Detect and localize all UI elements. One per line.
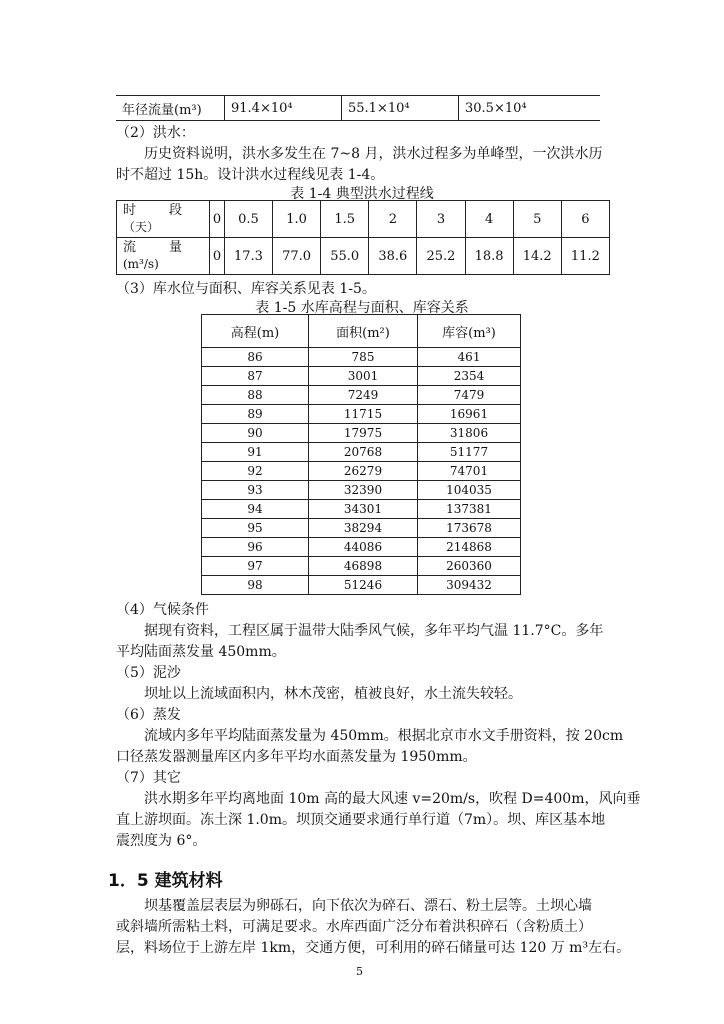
table-row <box>117 201 610 238</box>
area-cell: 38294 <box>309 519 418 538</box>
time-value: 2 <box>369 201 417 238</box>
section-line3: 层，料场位于上游左岸 1km，交通方便，可利用的碎石储量可达 120 万 m³左右。 <box>116 940 631 956</box>
table-row <box>202 576 521 595</box>
reservoir-heading: （3）库水位与面积、库容关系见表 1-5。 <box>116 281 376 297</box>
table-row <box>202 538 521 557</box>
volume-cell: 51177 <box>418 443 521 462</box>
time-label <box>117 201 210 238</box>
time-value: 1.0 <box>273 201 321 238</box>
volume-cell: 461 <box>418 348 521 367</box>
area-cell: 11715 <box>309 405 418 424</box>
time-value: 4 <box>465 201 513 238</box>
column-header: 库容(m³) <box>418 315 521 348</box>
elevation-cell: 95 <box>202 519 309 538</box>
table-row <box>202 443 521 462</box>
volume-cell: 104035 <box>418 481 521 500</box>
runoff-value-3: 30.5×10⁴ <box>459 96 601 121</box>
time-value: 0 <box>210 201 225 238</box>
area-cell: 3001 <box>309 367 418 386</box>
flood-hydrograph-table <box>116 200 610 275</box>
flow-label-a: 流 量 <box>123 240 183 255</box>
evap-line1: 流域内多年平均陆面蒸发量为 450mm。根据北京市水文手册资料，按 20cm <box>144 728 624 744</box>
time-value: 1.5 <box>321 201 369 238</box>
flood-heading: （2）洪水： <box>116 125 195 141</box>
time-value: 5 <box>513 201 561 238</box>
table15-body <box>202 348 521 595</box>
area-cell: 17975 <box>309 424 418 443</box>
other-line2: 直上游坝面。冻土深 1.0m。坝顶交通要求通行单行道（7m）。坝、库区基本地 <box>116 812 606 828</box>
elevation-cell: 98 <box>202 576 309 595</box>
table-row <box>202 557 521 576</box>
elevation-cell: 89 <box>202 405 309 424</box>
flow-value: 25.2 <box>417 238 465 275</box>
area-cell: 51246 <box>309 576 418 595</box>
volume-cell: 214868 <box>418 538 521 557</box>
climate-line2: 平均陆面蒸发量 450mm。 <box>116 644 286 660</box>
runoff-value-1: 91.4×10⁴ <box>225 96 342 121</box>
runoff-label: 年径流量(m³) <box>116 96 225 121</box>
elevation-cell: 96 <box>202 538 309 557</box>
table-row <box>202 424 521 443</box>
elevation-cell: 97 <box>202 557 309 576</box>
sediment-line1: 坝址以上流域面积内，林木茂密，植被良好，水土流失较轻。 <box>144 686 522 702</box>
elevation-cell: 94 <box>202 500 309 519</box>
column-header: 高程(m) <box>202 315 309 348</box>
table-row <box>202 386 521 405</box>
table-row <box>202 519 521 538</box>
elevation-cell: 87 <box>202 367 309 386</box>
table-header-row <box>202 315 521 348</box>
area-cell: 785 <box>309 348 418 367</box>
flow-value: 18.8 <box>465 238 513 275</box>
volume-cell: 137381 <box>418 500 521 519</box>
flow-value: 77.0 <box>273 238 321 275</box>
table15-caption: 表 1-5 水库高程与面积、库容关系 <box>255 300 469 316</box>
area-cell: 34301 <box>309 500 418 519</box>
flow-label <box>117 238 210 275</box>
table-row <box>202 500 521 519</box>
time-value: 3 <box>417 201 465 238</box>
flow-value: 14.2 <box>513 238 561 275</box>
volume-cell: 173678 <box>418 519 521 538</box>
climate-line1: 据现有资料，工程区属于温带大陆季风气候，多年平均气温 11.7°C。多年 <box>144 623 604 639</box>
flow-label-b: (m³/s) <box>123 257 159 271</box>
annual-runoff-table <box>116 95 600 121</box>
table-row <box>202 481 521 500</box>
elevation-cell: 91 <box>202 443 309 462</box>
section-title: 1．5 建筑材料 <box>108 871 223 891</box>
time-value: 0.5 <box>224 201 272 238</box>
area-cell: 44086 <box>309 538 418 557</box>
volume-cell: 309432 <box>418 576 521 595</box>
flood-para-line1: 历史资料说明，洪水多发生在 7~8 月，洪水过程多为单峰型，一次洪水历 <box>144 146 603 162</box>
time-label-a: 时 段 <box>123 203 183 218</box>
volume-cell: 74701 <box>418 462 521 481</box>
area-cell: 7249 <box>309 386 418 405</box>
table-row <box>116 96 600 121</box>
elevation-cell: 92 <box>202 462 309 481</box>
volume-cell: 31806 <box>418 424 521 443</box>
section-line1: 坝基覆盖层表层为卵砾石，向下依次为碎石、漂石、粉土层等。土坝心墙 <box>144 898 592 914</box>
area-cell: 46898 <box>309 557 418 576</box>
time-value: 6 <box>561 201 609 238</box>
sediment-heading: （5）泥沙 <box>116 665 181 681</box>
page-number: 5 <box>356 965 363 978</box>
time-label-b: （天） <box>123 220 160 234</box>
flow-value: 17.3 <box>224 238 272 275</box>
flood-para-line2: 时不超过 15h。设计洪水过程线见表 1-4。 <box>116 167 385 183</box>
other-heading: （7）其它 <box>116 770 181 786</box>
elevation-cell: 90 <box>202 424 309 443</box>
elevation-cell: 86 <box>202 348 309 367</box>
area-cell: 32390 <box>309 481 418 500</box>
volume-cell: 2354 <box>418 367 521 386</box>
area-cell: 26279 <box>309 462 418 481</box>
volume-cell: 260360 <box>418 557 521 576</box>
table14-caption: 表 1-4 典型洪水过程线 <box>290 186 434 202</box>
table-row <box>202 348 521 367</box>
flow-value: 11.2 <box>561 238 609 275</box>
runoff-value-2: 55.1×10⁴ <box>342 96 459 121</box>
column-header: 面积(m²) <box>309 315 418 348</box>
elevation-area-volume-table <box>201 314 521 595</box>
evap-line2: 口径蒸发器测量库区内多年平均水面蒸发量为 1950mm。 <box>116 749 477 765</box>
volume-cell: 16961 <box>418 405 521 424</box>
elevation-cell: 93 <box>202 481 309 500</box>
section-line2: 或斜墙所需粘土料，可满足要求。水库西面广泛分布着洪积碎石（含粉质土） <box>116 919 592 935</box>
elevation-cell: 88 <box>202 386 309 405</box>
other-line3: 震烈度为 6°。 <box>116 833 207 849</box>
flow-value: 38.6 <box>369 238 417 275</box>
evap-heading: （6）蒸发 <box>116 707 181 723</box>
volume-cell: 7479 <box>418 386 521 405</box>
table-row <box>202 405 521 424</box>
climate-heading: （4）气候条件 <box>116 602 209 618</box>
other-line1: 洪水期多年平均离地面 10m 高的最大风速 v=20m/s，吹程 D=400m，风向垂 <box>144 791 641 807</box>
area-cell: 20768 <box>309 443 418 462</box>
flow-value: 0 <box>210 238 225 275</box>
table-row <box>117 238 610 275</box>
table-row <box>202 462 521 481</box>
flow-value: 55.0 <box>321 238 369 275</box>
table-row <box>202 367 521 386</box>
